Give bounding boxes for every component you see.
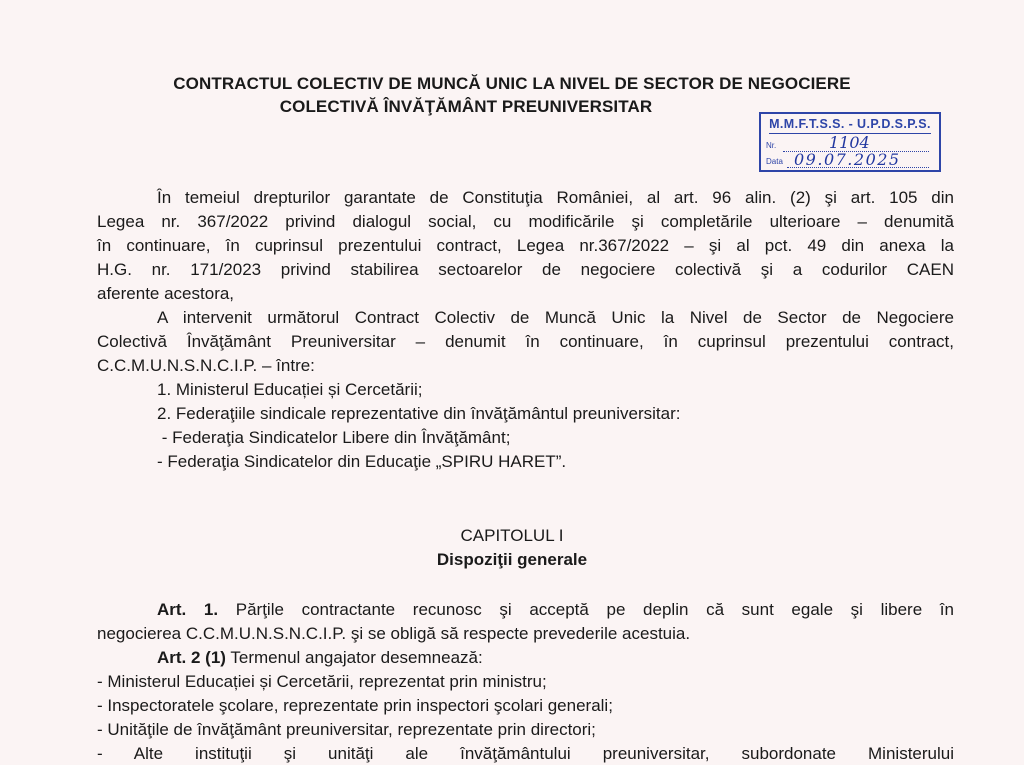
employer-item: - Alte instituţii şi unităţi ale învăţământului preuniversitar, subordonate Ministerului (97, 744, 954, 763)
party-item: 1. Ministerul Educației și Cercetării; (157, 380, 423, 399)
preamble-line: Legea nr. 367/2022 privind dialogul social, cu modificările şi completările ulterioare – denumită (97, 212, 954, 231)
party-item: 2. Federaţiile sindicale reprezentative din învăţământul preuniversitar: (157, 404, 681, 423)
chapter-number: CAPITOLUL I (460, 526, 564, 545)
preamble-line: Colectivă Învăţământ Preuniversitar – denumit în continuare, în cuprinsul prezentului contract, (97, 332, 954, 351)
registration-stamp (759, 112, 941, 172)
document-title-line-2: COLECTIVĂ ÎNVĂŢĂMÂNT PREUNIVERSITAR (279, 97, 653, 116)
preamble-line: aferente acestora, (97, 284, 235, 303)
employer-item: - Inspectoratele şcolare, reprezentate prin inspectori şcolari generali; (97, 696, 613, 715)
preamble-line: În temeiul drepturilor garantate de Constituţia României, al art. 96 alin. (2) şi art. 105 din (157, 188, 954, 207)
stamp-nr-label: Nr. (766, 141, 777, 150)
stamp-data-value: 09.07.2025 (794, 150, 901, 169)
article-2-text: Termenul angajator desemnează: (225, 648, 483, 667)
article-1-label: Art. 1. (157, 600, 219, 619)
article-1-text: Părţile contractante recunosc şi acceptă pe deplin că sunt egale şi libere în (218, 600, 954, 619)
stamp-data-label: Data (766, 157, 783, 166)
article-2-line (157, 647, 954, 668)
article-1-line-1 (157, 599, 954, 620)
chapter-title: Dispoziţii generale (436, 550, 588, 569)
document-title-line-1: CONTRACTUL COLECTIV DE MUNCĂ UNIC LA NIVEL DE SECTOR DE NEGOCIERE (173, 74, 851, 93)
preamble-line: C.C.M.U.N.S.N.C.I.P. – între: (97, 356, 315, 375)
preamble-line: H.G. nr. 171/2023 privind stabilirea sectoarelor de negociere colectivă şi a codurilor CAEN (97, 260, 954, 279)
article-2-label: Art. 2 (1) (157, 648, 226, 667)
preamble-line: în continuare, în cuprinsul prezentului contract, Legea nr.367/2022 – şi al pct. 49 din anexa la (97, 236, 954, 255)
federation-item: - Federaţia Sindicatelor Libere din Învăţământ; (157, 428, 511, 447)
employer-item: - Unităţile de învăţământ preuniversitar, reprezentate prin directori; (97, 720, 596, 739)
stamp-nr-value: 1104 (829, 133, 870, 152)
stamp-header: M.M.F.T.S.S. - U.P.D.S.P.S. (769, 117, 931, 131)
employer-item: - Ministerul Educației și Cercetării, reprezentat prin ministru; (97, 672, 547, 691)
article-1-line-2: negocierea C.C.M.U.N.S.N.C.I.P. şi se obligă să respecte prevederile acestuia. (97, 624, 691, 643)
federation-item: - Federaţia Sindicatelor din Educaţie „SPIRU HARET”. (157, 452, 567, 471)
preamble-line: A intervenit următorul Contract Colectiv de Muncă Unic la Nivel de Sector de Negociere (157, 308, 954, 327)
